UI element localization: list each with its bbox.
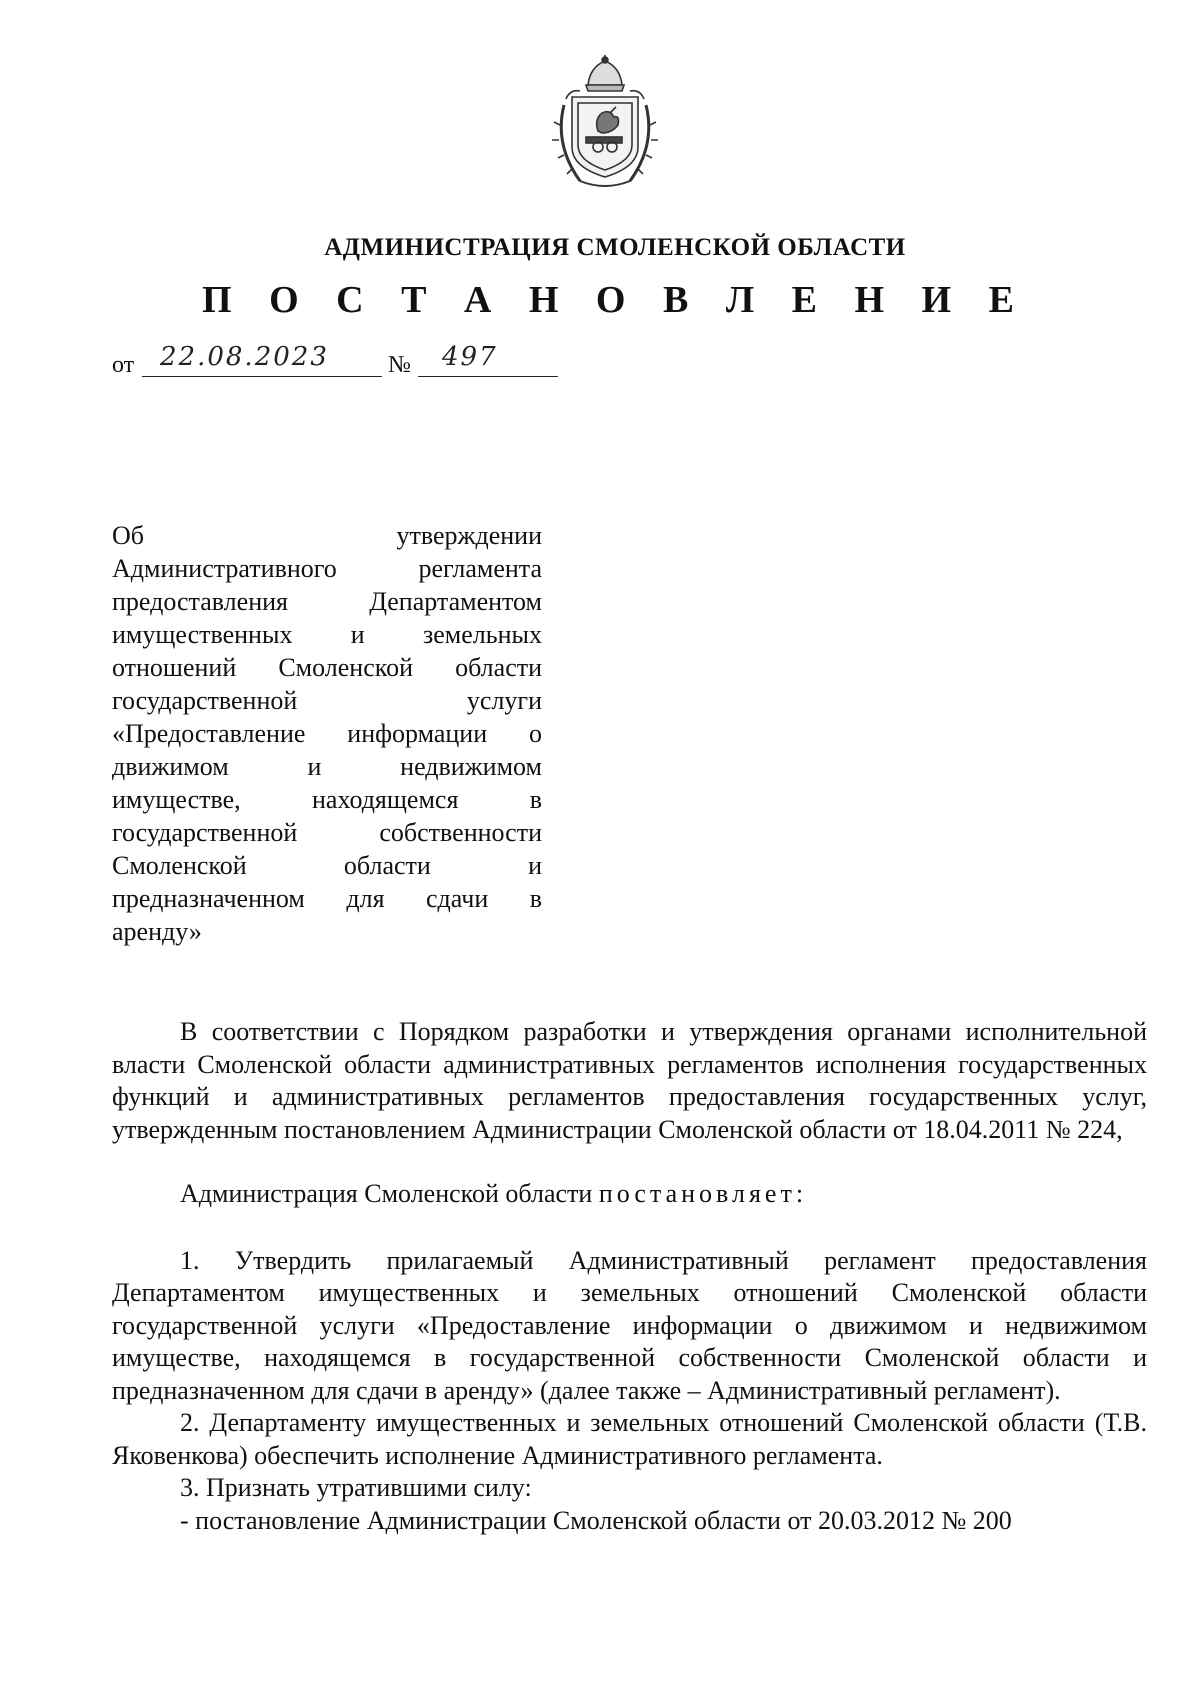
subject-word: и	[528, 851, 542, 880]
subject-word: в	[529, 785, 543, 814]
subject-word: недвижимом	[400, 752, 542, 781]
coat-of-arms-emblem	[550, 55, 660, 195]
subject-word: государственной	[112, 818, 298, 847]
subject-line	[112, 651, 542, 684]
subject-line	[112, 552, 542, 585]
subject-word: в	[529, 884, 543, 913]
subject-word: земельных	[422, 620, 542, 649]
subject-line	[112, 882, 542, 915]
subject-line	[112, 684, 542, 717]
number-label: №	[388, 352, 411, 378]
subject-word: имущественных	[112, 620, 293, 649]
subject-word: услуги	[466, 686, 542, 715]
subject-word: движимом	[112, 752, 229, 781]
item-1-paragraph: 1. Утвердить прилагаемый Административный регламент предоставления Департаментом имущественных и земельных отношений Смоленской области государственной услуги «Предоставление информации о движимом и недвижимом имуществе, находящемся в государственной собственности Смоленской области и предназначенном для сдачи в аренду» (далее также – Административный регламент).	[112, 1245, 1147, 1405]
item-3-subitem-1: - постановление Администрации Смоленской области от 20.03.2012 № 200	[180, 1505, 1012, 1535]
handwritten-number: 497	[442, 342, 498, 372]
subject-word: Смоленской	[278, 653, 413, 682]
subject-word: имуществе,	[112, 785, 241, 814]
subject-word: Об	[112, 521, 145, 550]
subject-word: и	[350, 620, 365, 649]
subject-word: о	[529, 719, 542, 748]
subject-word: «Предоставление	[112, 719, 306, 748]
subject-line	[112, 816, 542, 849]
subject-word: области	[343, 851, 431, 880]
resolves-word: постановляет:	[598, 1179, 808, 1208]
subject-word: аренду»	[112, 917, 202, 946]
subject-line	[112, 519, 542, 552]
subject-line	[112, 750, 542, 783]
date-label: от	[112, 352, 135, 378]
subject-word: Административного	[112, 554, 337, 583]
subject-word: собственности	[379, 818, 542, 847]
resolves-paragraph	[112, 1178, 1147, 1211]
subject-word: области	[455, 653, 543, 682]
subject-word: отношений	[112, 653, 237, 682]
subject-word: находящемся	[311, 785, 459, 814]
subject-word: предназначенном	[112, 884, 305, 913]
subject-word: утверждении	[396, 521, 542, 550]
subject-block	[112, 519, 542, 948]
subject-line	[112, 717, 542, 750]
subject-line	[112, 585, 542, 618]
handwritten-date: 22.08.2023	[160, 342, 329, 372]
subject-word: регламента	[418, 554, 542, 583]
subject-line	[112, 915, 542, 948]
preamble-paragraph: В соответствии с Порядком разработки и утверждения органами исполнительной власти Смоленской области административных регламентов исполнения государственных функций и административных регламентов предоставления государственных услуг, утвержденным постановлением Администрации Смоленской области от 18.04.2011 № 224,	[112, 1017, 1147, 1144]
subject-word: и	[307, 752, 322, 781]
subject-word: Департаментом	[369, 587, 542, 616]
item-3-paragraph: 3. Признать утратившими силу:	[180, 1473, 532, 1502]
date-number-line	[112, 342, 572, 382]
resolves-prefix: Администрация Смоленской области	[180, 1179, 593, 1208]
subject-line	[112, 849, 542, 882]
subject-line	[112, 783, 542, 816]
subject-word: для	[346, 884, 385, 913]
document-type-title: П О С Т А Н О В Л Е Н И Е	[202, 279, 1028, 321]
subject-word: Смоленской	[112, 851, 247, 880]
subject-word: сдачи	[426, 884, 489, 913]
subject-word: предоставления	[112, 587, 288, 616]
subject-word: государственной	[112, 686, 298, 715]
subject-word: информации	[347, 719, 488, 748]
subject-line	[112, 618, 542, 651]
item-2-paragraph: 2. Департаменту имущественных и земельных отношений Смоленской области (Т.В. Яковенкова) обеспечить исполнение Административного регламента.	[112, 1408, 1147, 1470]
organization-title: АДМИНИСТРАЦИЯ СМОЛЕНСКОЙ ОБЛАСТИ	[324, 234, 906, 261]
document-body	[112, 1016, 1147, 1537]
